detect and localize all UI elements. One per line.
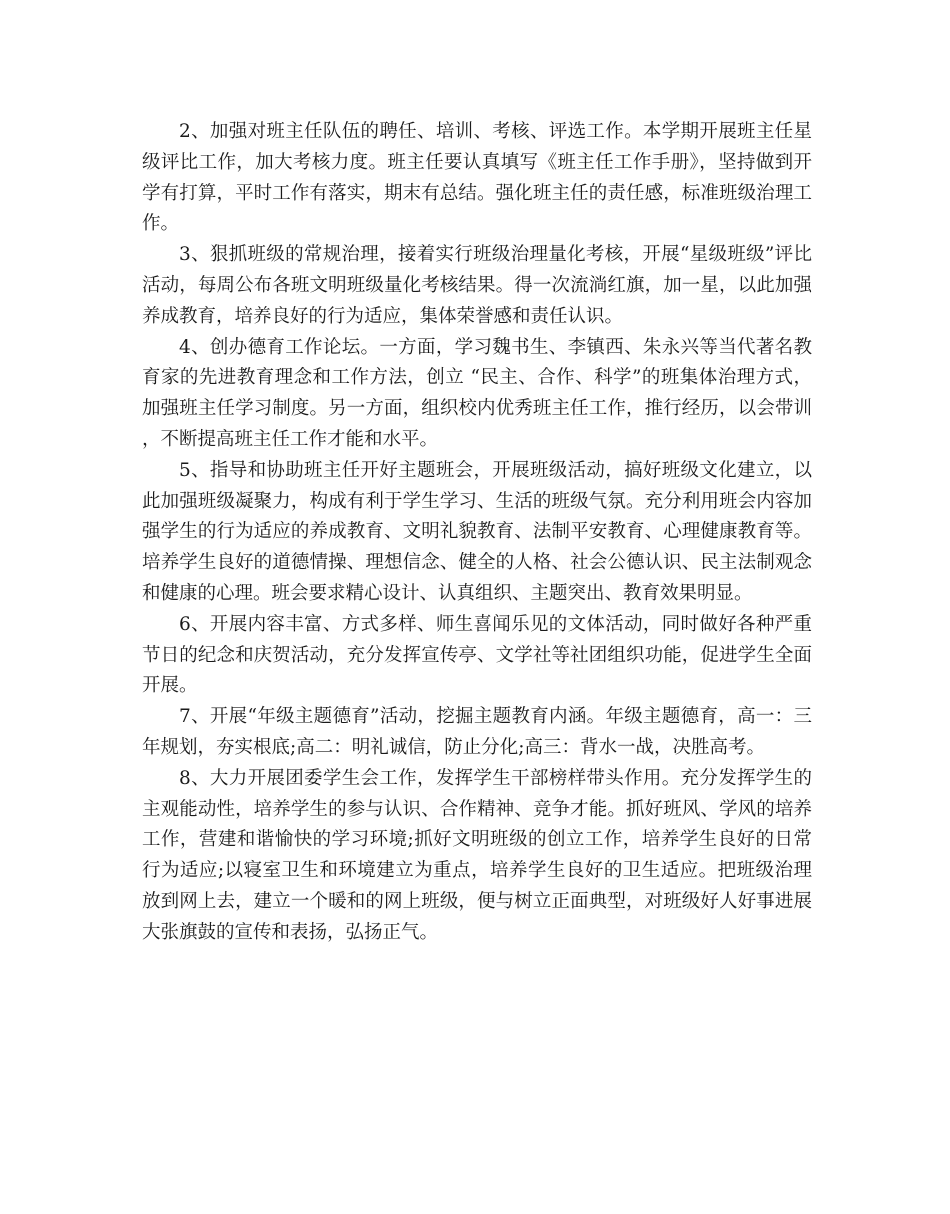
paragraph-item-7: 7、开展“年级主题德育”活动，挖掘主题教育内涵。年级主题德育，高一：三年规划，夯实根底;高二：明礼诚信，防止分化;高三：背水一战，决胜高考。 xyxy=(142,706,812,758)
paragraph-item-5: 5、指导和协助班主任开好主题班会，开展班级活动，搞好班级文化建立，以此加强班级凝聚力，构成有利于学生学习、生活的班级气氛。充分利用班会内容加强学生的行为适应的养成教育、文明礼貌教育、法制平安教育、心理健康教育等。培养学生良好的道德情操、理想信念、健全的人格、社会公德认识、民主法制观念和健康的心理。班会要求精心设计、认真组织、主题突出、教育效果明显。 xyxy=(142,459,812,604)
paragraph-item-2: 2、加强对班主任队伍的聘任、培训、考核、评选工作。本学期开展班主任星级评比工作，加大考核力度。班主任要认真填写《班主任工作手册》，坚持做到开学有打算，平时工作有落实，期末有总结。强化班主任的责任感，标准班级治理工作。 xyxy=(142,121,812,235)
paragraph-item-8: 8、大力开展团委学生会工作，发挥学生干部榜样带头作用。充分发挥学生的主观能动性，培养学生的参与认识、合作精神、竞争才能。抓好班风、学风的培养工作，营建和谐愉快的学习环境;抓好文明班级的创立工作，培养学生良好的日常行为适应;以寝室卫生和环境建立为重点，培养学生良好的卫生适应。把班级治理放到网上去，建立一个暖和的网上班级，便与树立正面典型，对班级好人好事进展大张旗鼓的宣传和表扬，弘扬正气。 xyxy=(142,767,812,943)
document-page xyxy=(142,117,812,949)
paragraph-item-3: 3、狠抓班级的常规治理，接着实行班级治理量化考核，开展“星级班级”评比活动，每周公布各班文明班级量化考核结果。得一次流淌红旗，加一星，以此加强养成教育，培养良好的行为适应，集体荣誉感和责任认识。 xyxy=(142,244,812,327)
paragraph-item-4: 4、创办德育工作论坛。一方面，学习魏书生、李镇西、朱永兴等当代著名教育家的先进教育理念和工作方法，创立 “民主、合作、科学”的班集体治理方式，加强班主任学习制度。另一方面，组织校内优秀班主任工作，推行经历，以会带训，不断提高班主任工作才能和水平。 xyxy=(142,336,812,450)
paragraph-item-6: 6、开展内容丰富、方式多样、师生喜闻乐见的文体活动，同时做好各种严重节日的纪念和庆贺活动，充分发挥宣传亭、文学社等社团组织功能，促进学生全面开展。 xyxy=(142,613,812,697)
